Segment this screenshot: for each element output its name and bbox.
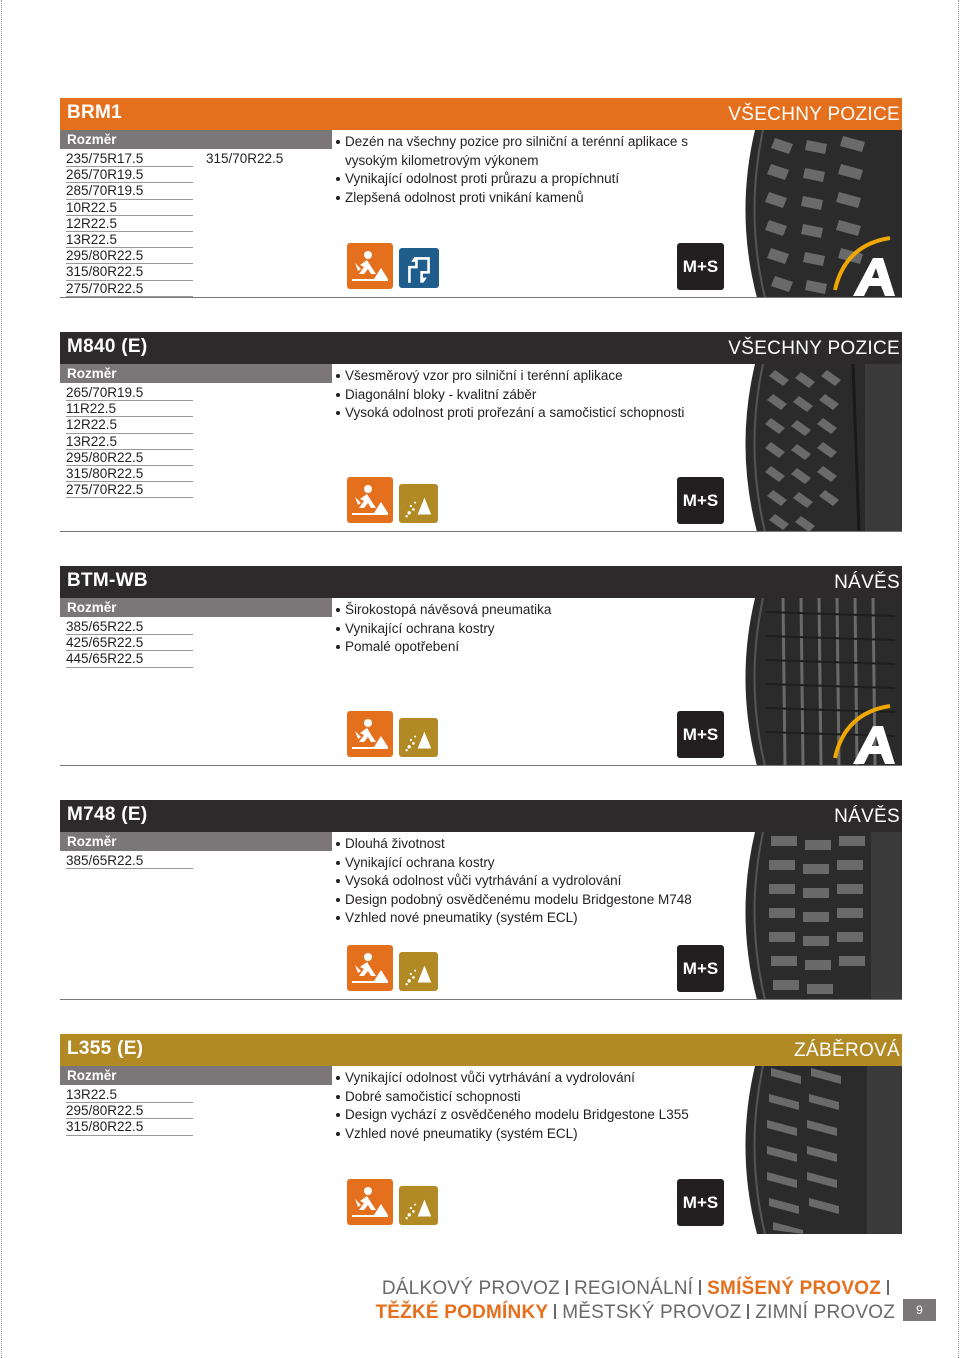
feature-item: Vynikající ochrana kostry [334,854,734,873]
product-l355 [60,1034,902,1234]
size-item: 295/80R22.5 [66,248,193,264]
gravel-icon [399,718,438,757]
divider [60,999,902,1000]
size-item: 385/65R22.5 [66,853,193,869]
page-number: 9 [903,1299,936,1321]
product-name: L355 (E) [67,1038,144,1059]
tire-image [735,364,902,532]
footer-category: ZIMNÍ PROVOZ [755,1302,895,1323]
feature-item: Vzhled nové pneumatiky (systém ECL) [334,1125,734,1144]
footer-line-2 [300,1302,895,1324]
product-header [60,98,902,130]
product-category: NÁVĚS [834,806,900,827]
size-header: Rozměr [60,364,332,383]
feature-item: Pomalé opotřebení [334,638,734,657]
size-item: 10R22.5 [66,200,193,216]
size-list [66,151,193,297]
product-name: BTM-WB [67,570,148,591]
feature-list [334,601,734,657]
footer-line-1 [300,1278,895,1300]
size-item: 315/80R22.5 [66,466,193,482]
gravel-icon [399,952,438,991]
mud-snow-badge: M+S [677,945,724,992]
size-item: 315/80R22.5 [66,264,193,280]
feature-list [334,133,734,207]
size-header: Rozměr [60,832,332,851]
size-item: 315/70R22.5 [206,151,284,166]
feature-item: Design vychází z osvědčeného modelu Bridgestone L355 [334,1106,734,1125]
feature-list [334,835,734,928]
road-work-icon [347,1179,393,1225]
product-header [60,566,902,598]
feature-item: Dobré samočisticí schopnosti [334,1088,734,1107]
separator [747,1304,749,1319]
divider [60,765,902,766]
feature-item: Vynikající odolnost vůči vytrhávání a vydrolování [334,1069,734,1088]
page-edge-left [1,0,2,1358]
size-header: Rozměr [60,1066,332,1085]
product-category: ZÁBĚROVÁ [794,1040,900,1061]
road-work-icon [347,243,393,289]
size-item: 285/70R19.5 [66,183,193,199]
feature-item: Vynikající ochrana kostry [334,620,734,639]
size-item: 12R22.5 [66,417,193,433]
separator [566,1280,568,1295]
size-item: 315/80R22.5 [66,1119,193,1135]
footer-category: REGIONÁLNÍ [573,1278,694,1299]
separator [554,1304,556,1319]
size-item: 385/65R22.5 [66,619,193,635]
size-item: 13R22.5 [66,232,193,248]
feature-item: Širokostopá návěsová pneumatika [334,601,734,620]
size-item: 13R22.5 [66,1087,193,1103]
product-header [60,1034,902,1066]
tire-image [735,130,902,298]
mud-snow-badge: M+S [677,1179,724,1226]
feature-item: Všesměrový vzor pro silniční i terénní aplikace [334,367,734,386]
footer-category: MĚSTSKÝ PROVOZ [562,1302,742,1323]
size-item: 12R22.5 [66,216,193,232]
page-edge-right [958,0,959,1358]
feature-item: Design podobný osvědčenému modelu Bridgestone M748 [334,891,734,910]
size-item: 13R22.5 [66,434,193,450]
footer-category-highlighted: TĚŽKÉ PODMÍNKY [375,1302,549,1323]
size-header: Rozměr [60,130,332,149]
size-list [66,1087,193,1136]
mud-snow-badge: M+S [677,711,724,758]
product-header [60,800,902,832]
product-btm-wb [60,566,902,766]
size-list [66,619,193,668]
separator [887,1280,889,1295]
size-item: 425/65R22.5 [66,635,193,651]
product-header [60,332,902,364]
size-item: 265/70R19.5 [66,385,193,401]
gravel-icon [399,484,438,523]
product-category: VŠECHNY POZICE [728,104,900,125]
product-category: VŠECHNY POZICE [728,338,900,359]
tire-image [735,1066,902,1234]
feature-list [334,367,734,423]
product-name: M748 (E) [67,804,148,825]
road-work-icon [347,711,393,757]
separator [699,1280,701,1295]
feature-item: Vysoká odolnost vůči vytrhávání a vydrolování [334,872,734,891]
product-name: M840 (E) [67,336,148,357]
size-item: 295/80R22.5 [66,450,193,466]
mud-snow-badge: M+S [677,243,724,290]
size-header: Rozměr [60,598,332,617]
divider [60,531,902,532]
product-m840 [60,332,902,532]
size-item: 445/65R22.5 [66,651,193,667]
size-list [66,853,193,869]
size-item: 275/70R22.5 [66,281,193,297]
feature-item: Dezén na všechny pozice pro silniční a terénní aplikace s vysokým kilometrovým výkonem [334,133,734,170]
tire-image [735,598,902,766]
gravel-icon [399,1186,438,1225]
size-item: 11R22.5 [66,401,193,417]
road-work-icon [347,477,393,523]
size-list [66,385,193,498]
feature-item: Diagonální bloky - kvalitní záběr [334,386,734,405]
size-list-col2 [206,151,333,167]
mud-snow-badge: M+S [677,477,724,524]
product-category: NÁVĚS [834,572,900,593]
footer-category-highlighted: SMÍŠENÝ PROVOZ [707,1278,881,1299]
divider [60,297,902,298]
feature-item: Zlepšená odolnost proti vnikání kamenů [334,189,734,208]
drive-axle-icon [399,248,439,288]
size-item: 265/70R19.5 [66,167,193,183]
feature-item: Vysoká odolnost proti prořezání a samočisticí schopnosti [334,404,734,423]
product-brm1 [60,98,902,298]
tire-image [735,832,902,1000]
product-name: BRM1 [67,102,123,123]
size-item: 275/70R22.5 [66,482,193,498]
feature-item: Vzhled nové pneumatiky (systém ECL) [334,909,734,928]
feature-item: Vynikající odolnost proti průrazu a propíchnutí [334,170,734,189]
size-item: 295/80R22.5 [66,1103,193,1119]
footer-category: DÁLKOVÝ PROVOZ [381,1278,560,1299]
size-item: 235/75R17.5 [66,151,193,167]
feature-item: Dlouhá životnost [334,835,734,854]
feature-list [334,1069,734,1143]
road-work-icon [347,945,393,991]
product-m748 [60,800,902,1000]
